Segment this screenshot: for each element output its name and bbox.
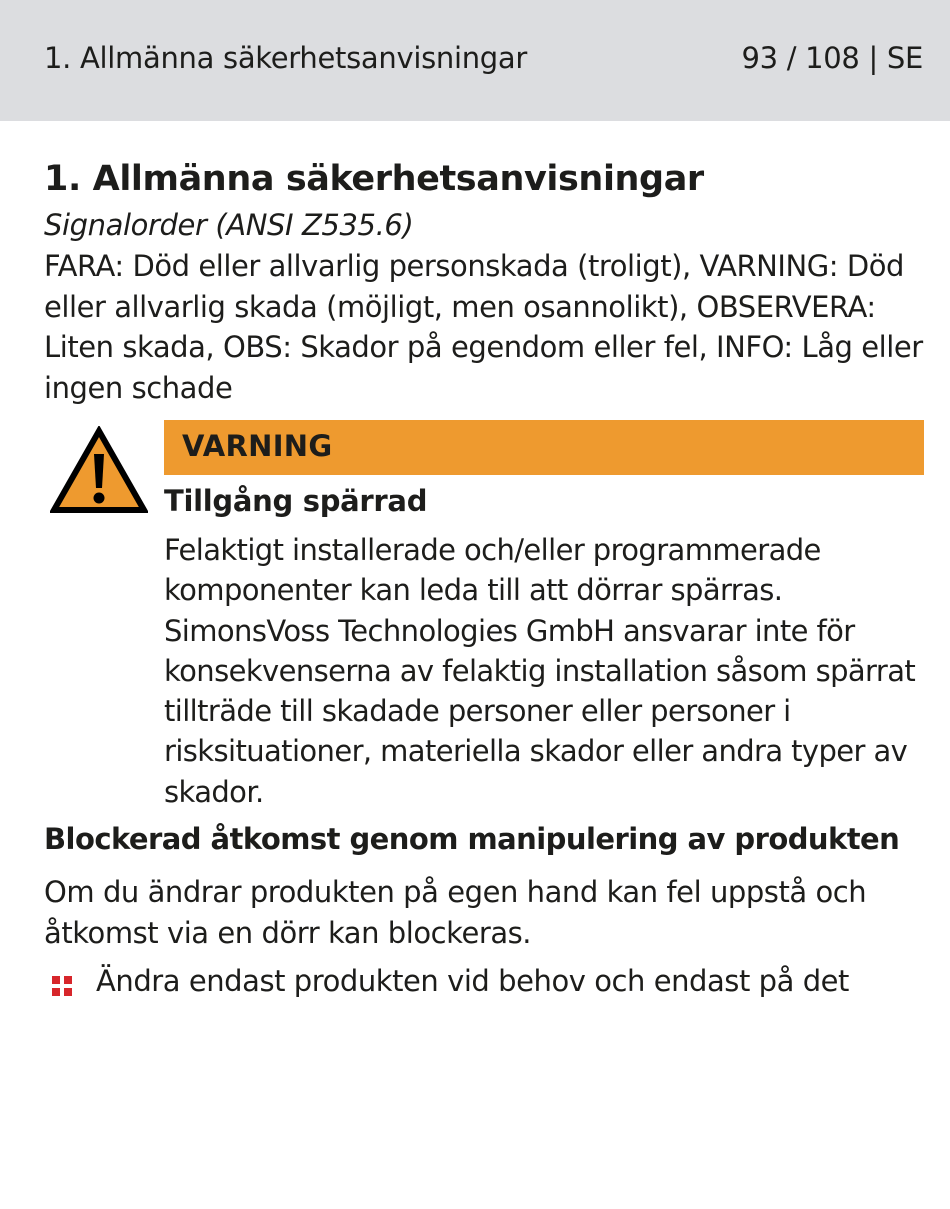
warning-banner [164,420,924,475]
warning-body: Felaktigt installerade och/eller programmerade komponenter kan leda till att dörrar spärras. SimonsVoss Technologies GmbH ansvarar inte för konsekvenserna av felaktig installation såsom spärrat tillträde till skadade personer eller personer i risksituationer, materiella skador eller andra typer av skador. [164,533,916,809]
subsection-body: Om du ändrar produkten på egen hand kan fel uppstå och åtkomst via en dörr kan blockeras. [44,875,867,950]
red-squares-bullet-icon [52,976,72,996]
warning-label: VARNING [182,429,333,463]
page-header [0,0,950,121]
warning-box [44,420,928,814]
signal-order-subtitle: Signalorder (ANSI Z535.6) [44,208,414,242]
subsection-heading: Blockerad åtkomst genom manipulering av produkten [44,822,900,856]
section-title: 1. Allmänna säkerhetsanvisningar [44,159,704,199]
list-item-text: Ändra endast produkten vid behov och endast på det [96,964,849,998]
warning-title: Tillgång spärrad [164,484,428,518]
header-page-number: 93 / 108 | SE [741,41,923,75]
signal-words-description: FARA: Död eller allvarlig personskada (troligt), VARNING: Död eller allvarlig skada (möjligt, men osannolikt), OBSERVERA: Liten skada, OBS: Skador på egendom eller fel, INFO: Låg eller ingen schade [44,249,923,405]
warning-triangle-icon [50,426,148,514]
header-section-title: 1. Allmänna säkerhetsanvisningar [44,41,528,75]
document-content [44,156,928,814]
